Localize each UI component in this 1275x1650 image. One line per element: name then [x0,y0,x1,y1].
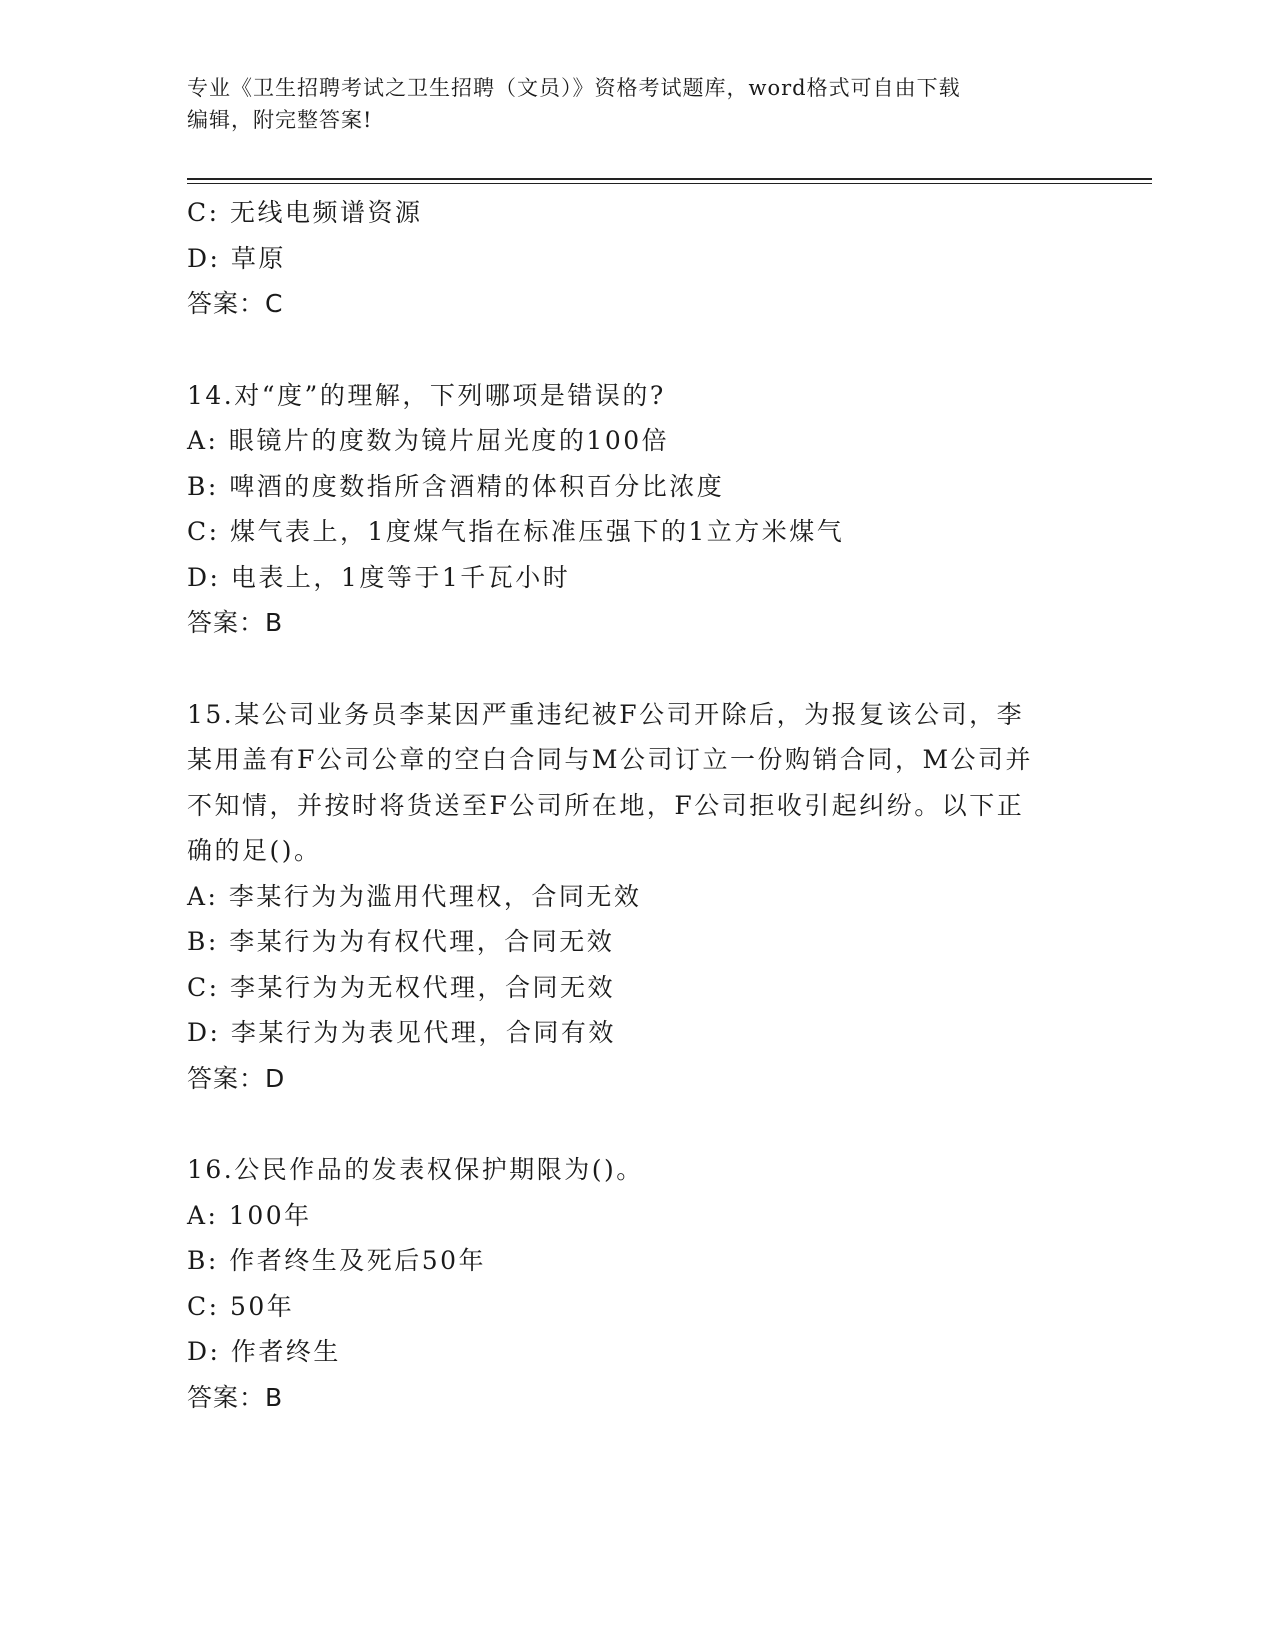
spacer [187,1101,1087,1147]
question-13 [187,190,1087,327]
question-15 [187,692,1087,1102]
option-a: A: 100年 [187,1200,312,1230]
question-14 [187,373,1087,646]
option-b: B: 啤酒的度数指所含酒精的体积百分比浓度 [187,471,725,501]
option-c: C: 无线电频谱资源 [187,198,423,227]
option-d: D: 李某行为为表见代理，合同有效 [187,1018,616,1047]
header-line-2: 编辑，附完整答案! [187,108,373,132]
question-16 [187,1147,1087,1420]
answer: 答案：B [187,608,284,637]
option-a: A: 眼镜片的度数为镜片屈光度的100倍 [187,426,670,455]
header-rule-thick [187,178,1152,180]
answer: 答案：D [187,1063,286,1093]
option-c: C: 50年 [187,1291,295,1321]
question-stem-line-2: 某用盖有F公司公章的空白合同与M公司订立一份购销合同，M公司并 [187,745,1034,774]
question-stem-line-1: 15.某公司业务员李某因严重违纪被F公司开除后，为报复该公司，李 [187,699,1025,729]
option-a: A: 李某行为为滥用代理权，合同无效 [187,881,642,911]
option-b: B: 李某行为为有权代理，合同无效 [187,927,615,956]
header-rule-thin [187,183,1152,184]
option-d: D: 作者终生 [187,1337,341,1366]
option-b: B: 作者终生及死后50年 [187,1246,487,1275]
option-c: C: 李某行为为无权代理，合同无效 [187,972,615,1002]
header-line-1: 专业《卫生招聘考试之卫生招聘（文员）》资格考试题库，word格式可自由下载 [187,76,961,100]
option-d: D: 电表上，1度等于1千瓦小时 [187,562,571,592]
spacer [187,327,1087,373]
page-header [187,72,1087,136]
answer: 答案：C [187,289,284,318]
question-stem-line-4: 确的足()。 [187,836,322,865]
question-stem: 14.对“度”的理解，下列哪项是错误的? [187,380,666,410]
answer: 答案：B [187,1382,284,1412]
option-c: C: 煤气表上，1度煤气指在标准压强下的1立方米煤气 [187,517,845,546]
question-stem: 16.公民作品的发表权保护期限为()。 [187,1155,644,1184]
option-d: D: 草原 [187,243,286,273]
spacer [187,646,1087,692]
question-stem-line-3: 不知情，并按时将货送至F公司所在地，F公司拒收引起纠纷。以下正 [187,790,1025,820]
question-list [187,190,1087,1420]
